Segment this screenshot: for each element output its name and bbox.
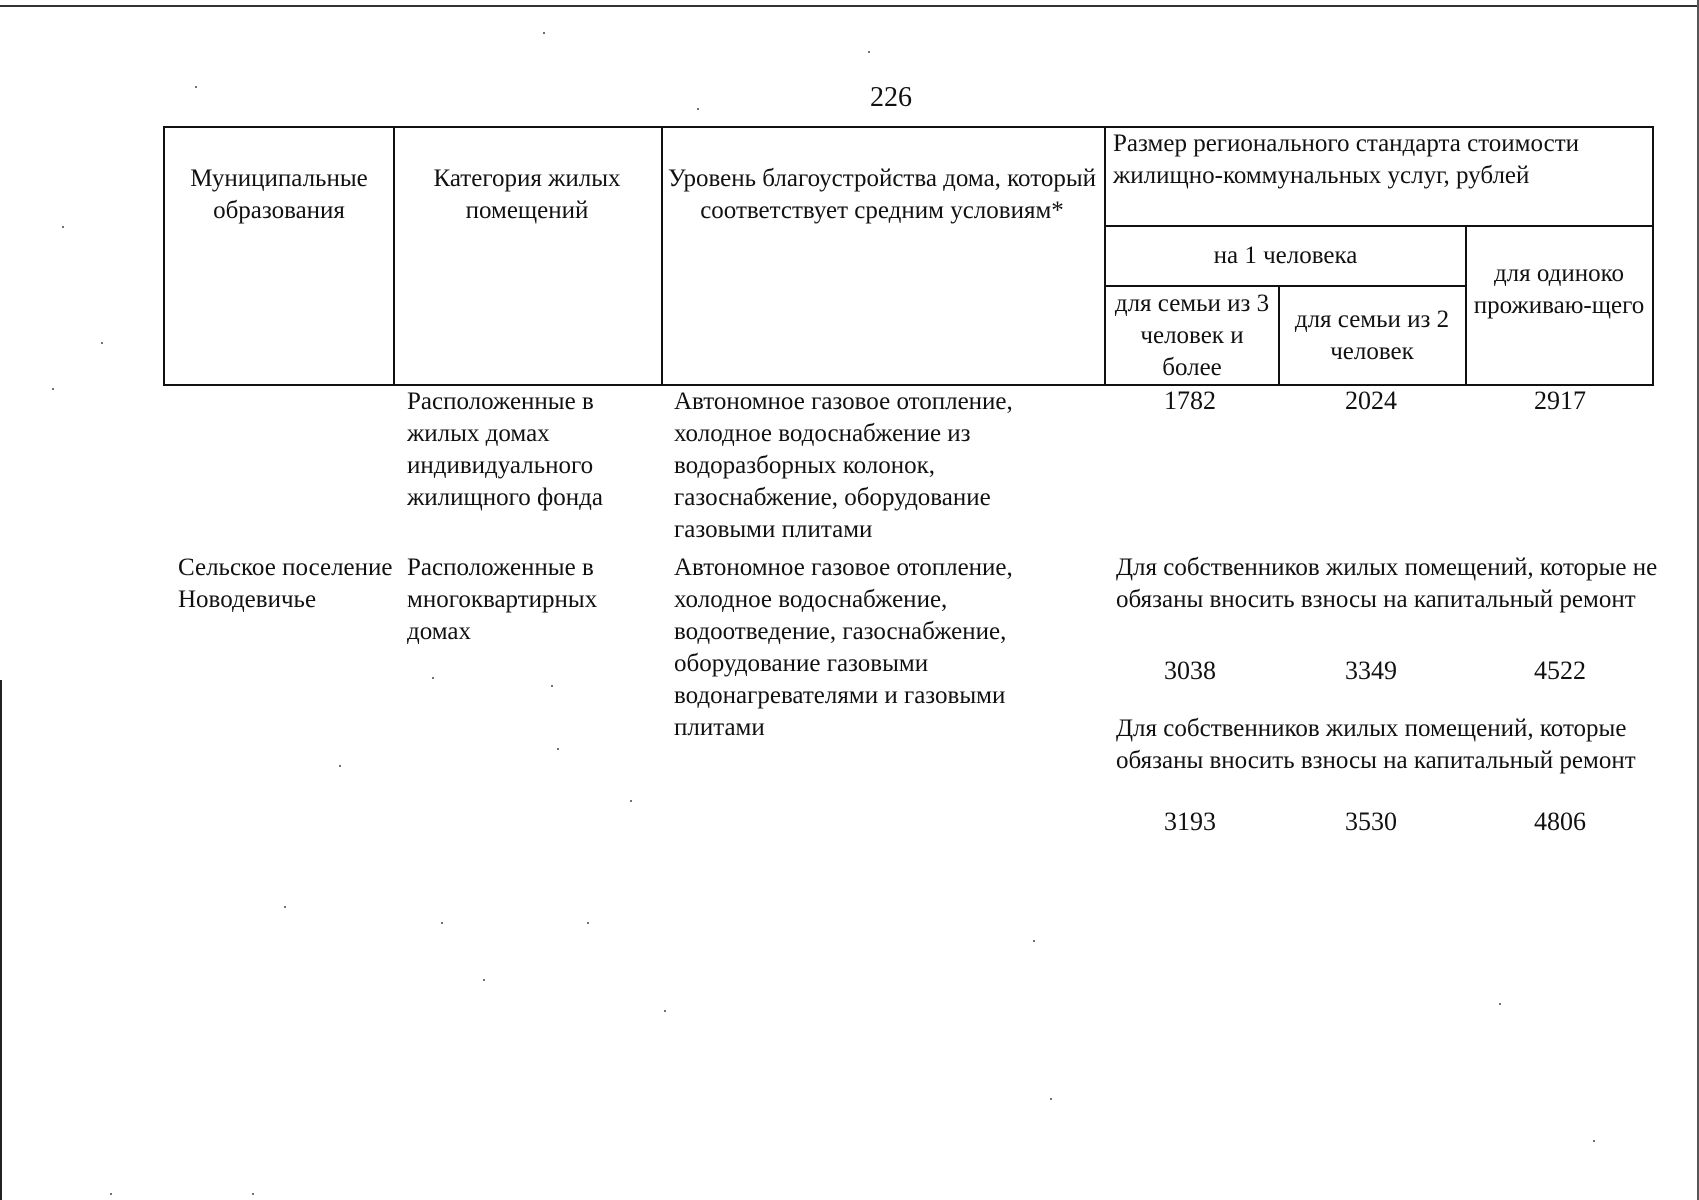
- header-category: Категория жилых помещений: [433, 165, 621, 224]
- scan-speck: [432, 677, 434, 679]
- header-family-2: для семьи из 2 человек: [1294, 306, 1450, 365]
- header-municipal: Муниципальные образования: [190, 165, 368, 224]
- scan-speck: [62, 226, 64, 228]
- row1-level: Автономное газовое отопление, холодное водоснабжение из водоразборных колонок, газоснабжение, оборудование газовыми плитами: [674, 388, 1013, 543]
- scan-speck: [441, 922, 443, 924]
- scan-speck: [52, 388, 54, 390]
- scan-speck: [1050, 1098, 1052, 1100]
- scan-speck: [195, 86, 197, 88]
- row2-note-obliged: Для собственников жилых помещений, которые обязаны вносить взносы на капитальный ремонт: [1116, 715, 1636, 774]
- header-divider: [1278, 285, 1280, 386]
- scan-speck: [543, 32, 545, 34]
- scan-speck: [284, 906, 286, 908]
- scan-speck: [483, 979, 485, 981]
- header-divider: [1104, 285, 1465, 287]
- scan-speck: [339, 765, 341, 767]
- row2-value-obliged-family3: 3193: [1164, 807, 1216, 836]
- header-divider: [1465, 225, 1467, 386]
- scan-speck: [868, 51, 870, 53]
- row2-value-obliged-family2: 3530: [1345, 807, 1397, 836]
- header-family-3: для семьи из 3 человек и более: [1114, 290, 1270, 381]
- scan-speck: [1033, 940, 1035, 942]
- row2-category: Расположенные в многоквартирных домах: [407, 554, 598, 645]
- header-divider: [393, 126, 395, 386]
- row1-value-single: 2917: [1534, 386, 1586, 415]
- row1-value-family3: 1782: [1164, 386, 1216, 415]
- header-single: для одиноко проживаю-щего: [1473, 260, 1645, 319]
- row1-value-family2: 2024: [1345, 386, 1397, 415]
- scan-speck: [697, 108, 699, 110]
- row1-category: Расположенные в жилых домах индивидуального жилищного фонда: [407, 388, 603, 511]
- row2-municipality: Сельское поселение Новодевичье: [178, 554, 393, 613]
- header-divider: [1104, 225, 1654, 227]
- scan-speck: [101, 342, 103, 344]
- header-level: Уровень благоустройства дома, который соответствует средним условиям*: [668, 165, 1096, 224]
- row2-value-not-obliged-family2: 3349: [1345, 656, 1397, 685]
- scan-speck: [557, 748, 559, 750]
- row2-value-obliged-single: 4806: [1534, 807, 1586, 836]
- scan-top-edge: [0, 0, 1699, 7]
- scan-speck: [664, 1010, 666, 1012]
- scan-speck: [110, 1193, 112, 1195]
- page-number: 226: [870, 82, 912, 113]
- scan-speck: [252, 1193, 254, 1195]
- row2-value-not-obliged-single: 4522: [1534, 656, 1586, 685]
- scan-speck: [587, 922, 589, 924]
- header-divider: [661, 126, 663, 386]
- scan-left-edge: [0, 680, 2, 1200]
- header-per-person: на 1 человека: [1213, 242, 1358, 269]
- row2-level: Автономное газовое отопление, холодное водоснабжение, водоотведение, газоснабжение, оборудование газовыми водонагревателями и газовыми плитами: [674, 554, 1013, 741]
- row2-value-not-obliged-family3: 3038: [1164, 656, 1216, 685]
- scan-speck: [551, 685, 553, 687]
- scan-speck: [630, 800, 632, 802]
- header-divider: [1104, 126, 1106, 386]
- scan-speck: [1499, 1003, 1501, 1005]
- row2-note-not-obliged: Для собственников жилых помещений, которые не обязаны вносить взносы на капитальный ремонт: [1116, 554, 1658, 613]
- header-standard: Размер регионального стандарта стоимости жилищно-коммунальных услуг, рублей: [1113, 130, 1580, 189]
- scan-speck: [1593, 1140, 1595, 1142]
